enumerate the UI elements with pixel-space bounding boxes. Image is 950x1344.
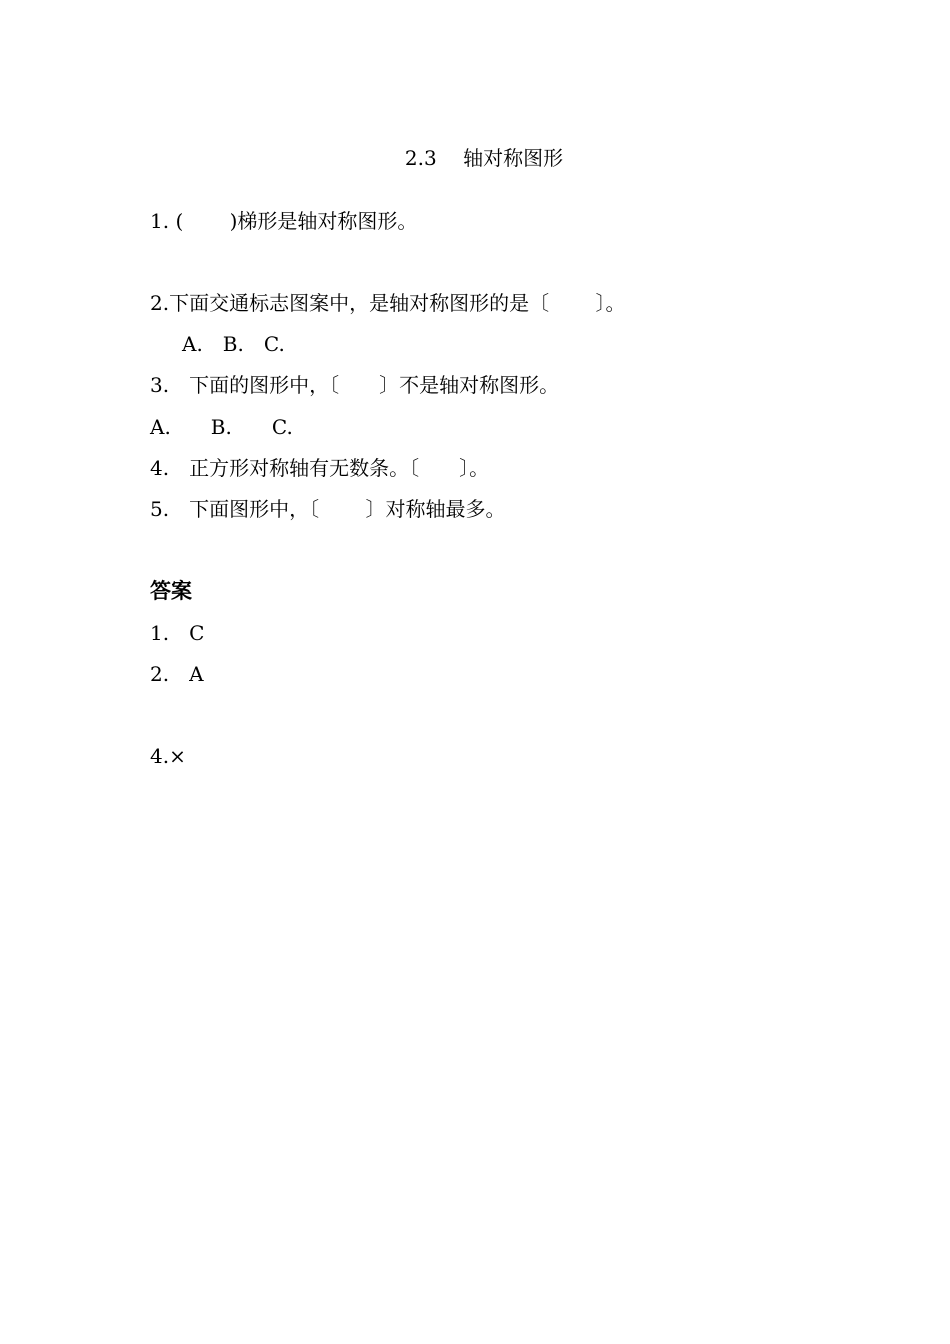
page-title: 2.3 轴对称图形 bbox=[404, 146, 564, 170]
question-2: 2.下面交通标志图案中，是轴对称图形的是〔 〕。 bbox=[150, 291, 626, 315]
question-3-options: A. B. C. bbox=[150, 415, 293, 439]
answer-4: 4.× bbox=[150, 744, 186, 768]
question-4: 4. 正方形对称轴有无数条。〔 〕。 bbox=[150, 456, 490, 480]
question-1: 1. ( )梯形是轴对称图形。 bbox=[150, 209, 418, 233]
question-2-options: A. B. C. bbox=[162, 332, 285, 356]
answer-1: 1. C bbox=[150, 621, 205, 645]
answers-heading: 答案 bbox=[150, 579, 192, 603]
question-3: 3. 下面的图形中，〔 〕不是轴对称图形。 bbox=[150, 373, 560, 397]
question-5: 5. 下面图形中，〔 〕对称轴最多。 bbox=[150, 497, 506, 521]
answer-2: 2. A bbox=[150, 662, 204, 686]
